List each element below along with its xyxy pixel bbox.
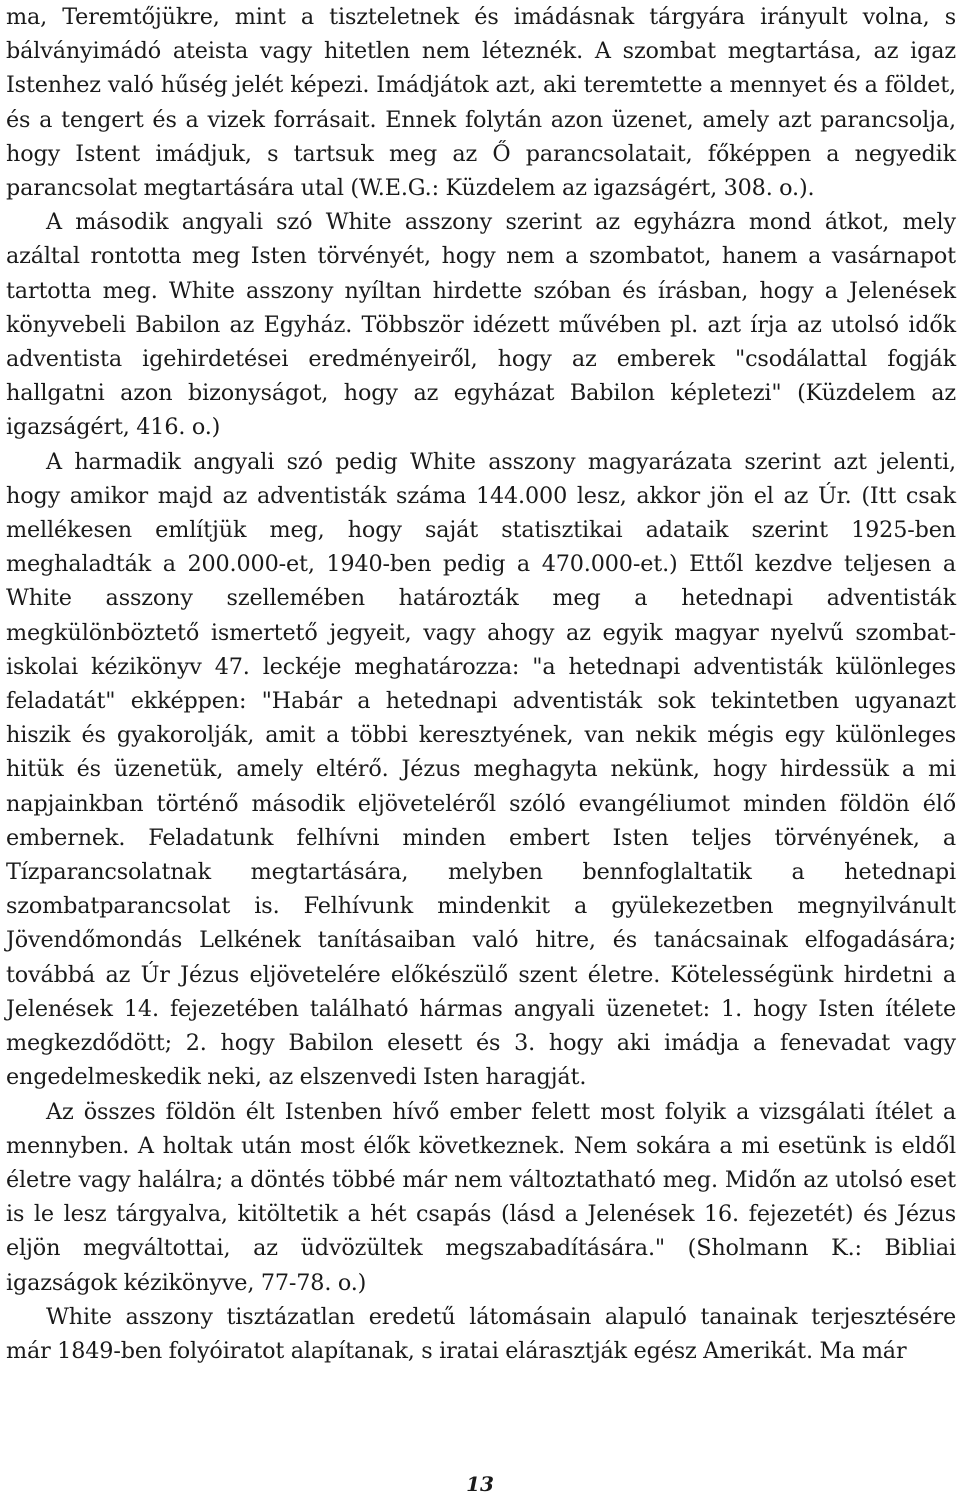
- page-number: 13: [466, 1472, 494, 1496]
- document-page: [6, 0, 956, 1368]
- paragraph-judgment: Az összes földön élt Istenben hívő ember felett most folyik a vizsgálati ítélet a mennyben. A holtak után most élők következnek. Nem sokára a mi esetünk is eldől életre vagy halálra; a döntés többé már nem változtatható meg. Midőn az utolsó eset is le lesz tárgyalva, kitöltetik a hét csapás (lásd a Jelenések 16. fejezetét) és Jézus eljön megváltottai, az üdvözültek megszabadítására." (Sholmann K.: Bibliai igazságok kézikönyve, 77-78. o.): [6, 1098, 956, 1296]
- paragraph-white-visions: White asszony tisztázatlan eredetű látomásain alapuló tanainak terjesztésére már 1849-ben folyóiratot alapítanak, s iratai elárasztják egész Amerikát. Ma már: [6, 1303, 956, 1364]
- paragraph-continuation: ma, Teremtőjükre, mint a tiszteletnek és imádásnak tárgyára irányult volna, s bálványimádó ateista vagy hitetlen nem léteznék. A szombat megtartása, az igaz Istenhez való hűség jelét képezi. Imádjátok azt, aki teremtette a mennyet és a földet, és a tengert és a vizek forrásait. Ennek folytán azon üzenet, amely azt parancsolja, hogy Istent imádjuk, s tartsuk meg az Ő parancsolatait, főképpen a negyedik parancsolat megtartására utal (W.E.G.: Küzdelem az igazságért, 308. o.).: [6, 4, 956, 202]
- paragraph-second-angel: A második angyali szó White asszony szerint az egyházra mond átkot, mely azáltal rontotta meg Isten törvényét, hogy nem a szombatot, hanem a vasárnapot tartotta meg. White asszony nyíltan hirdette szóban és írásban, hogy a Jelenések könyvebeli Babilon az Egyház. Többször idézett művében pl. azt írja az utolsó idők adventista igehirdetései eredményeiről, hogy az emberek "csodálattal fogják hallgatni azon bizonyságot, hogy az egyházat Babilon képletezi" (Küzdelem az igazságért, 416. o.): [6, 209, 956, 441]
- paragraph-third-angel: A harmadik angyali szó pedig White asszony magyarázata szerint azt jelenti, hogy amikor majd az adventisták száma 144.000 lesz, akkor jön el az Úr. (Itt csak mellékesen említjük meg, hogy saját statisztikai adataik szerint 1925-ben meghaladták a 200.000-et, 1940-ben pedig a 470.000-et.) Ettől kezdve teljesen a White asszony szellemében határozták meg a hetednapi adventisták megkülönböztető ismertető jegyeit, vagy ahogy az egyik magyar nyelvű szombat-iskolai kézikönyv 47. leckéje meghatározza: "a hetednapi adventisták különleges feladatát" ekképpen: "Habár a hetednapi adventisták sok tekintetben ugyanazt hiszik és gyakorolják, amit a többi keresztyének, van nekik mégis egy különleges hitük és üzenetük, amely eltérő. Jézus meghagyta nekünk, hogy hirdessük a mi napjainkban történő második eljöveteléről szóló evangéliumot minden földön élő embernek. Feladatunk felhívni minden embert Isten teljes törvényének, a Tízparancsolatnak megtartására, melyben bennfoglaltatik a hetednapi szombatparancsolat is. Felhívunk mindenkit a gyülekezetben megnyilvánult Jövendőmondás Lelkének tanításaiban való hitre, és tanácsainak elfogadására; továbbá az Úr Jézus eljövetelére előkészülő szent életre. Kötelességünk hirdetni a Jelenések 14. fejezetében található hármas angyali üzenetet: 1. hogy Isten ítélete megkezdődött; 2. hogy Babilon elesett és 3. hogy aki imádja a fenevadat vagy engedelmeskedik neki, az elszenvedi Isten haragját.: [6, 448, 956, 1091]
